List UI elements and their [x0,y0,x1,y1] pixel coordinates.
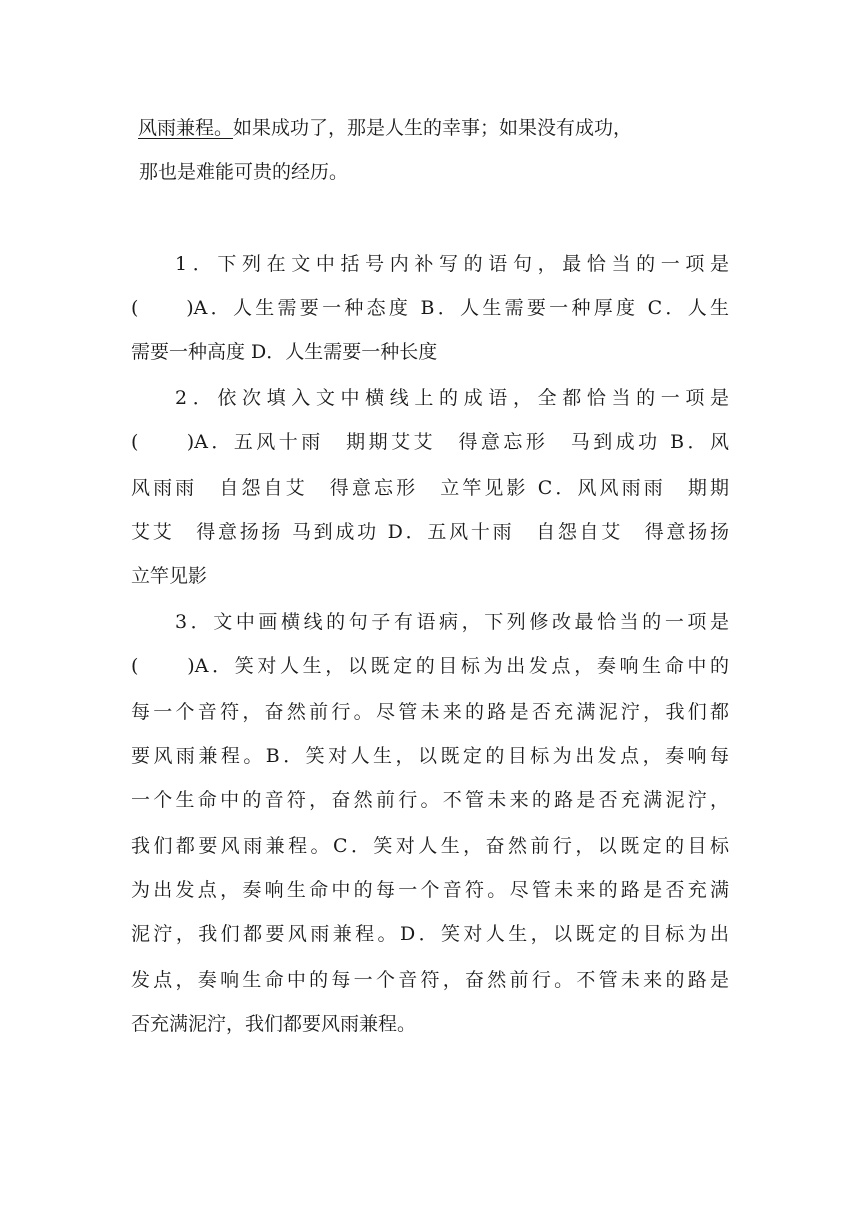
question-2-line-3: 风雨雨 自怨自艾 得意忘形 立竿见影 C．风风雨雨 期期 [131,477,729,499]
question-3-line-9: 发点，奏响生命中的每一个音符，奋然前行。不管未来的路是 [131,969,729,991]
passage-line-2: 那也是难能可贵的经历。 [139,161,349,183]
question-3-line-10: 否充满泥泞，我们都要风雨兼程。 [131,1013,417,1035]
question-2-line-1: 2．依次填入文中横线上的成语，全都恰当的一项是 [175,387,729,409]
question-3-line-1: 3．文中画横线的句子有语病，下列修改最恰当的一项是 [175,611,729,633]
question-2-line-2: ( )A．五风十雨 期期艾艾 得意忘形 马到成功 B．风 [131,431,729,453]
question-1-line-1: 1．下列在文中括号内补写的语句，最恰当的一项是 [175,253,729,275]
passage-line-1 [138,116,738,140]
question-2-line-5: 立竿见影 [131,565,208,587]
question-3-line-8: 泥泞，我们都要风雨兼程。D．笑对人生，以既定的目标为出 [131,923,729,945]
question-1-line-2: ( )A．人生需要一种态度 B．人生需要一种厚度 C．人生 [131,297,729,319]
question-3-line-5: 一个生命中的音符，奋然前行。不管未来的路是否充满泥泞， [131,789,729,811]
question-3-line-3: 每一个音符，奋然前行。尽管未来的路是否充满泥泞，我们都 [131,701,729,723]
question-3-line-7: 为出发点，奏响生命中的每一个音符。尽管未来的路是否充满 [131,879,729,901]
passage-text: 如果成功了，那是人生的幸事；如果没有成功， [233,117,633,139]
question-1-line-3: 需要一种高度 D．人生需要一种长度 [131,341,438,363]
underlined-sentence-end: 风雨兼程。 [138,117,234,139]
question-3-line-4: 要风雨兼程。B．笑对人生，以既定的目标为出发点，奏响每 [131,745,729,767]
question-3-line-6: 我们都要风雨兼程。C．笑对人生，奋然前行，以既定的目标 [131,835,729,857]
question-3-line-2: ( )A．笑对人生，以既定的目标为出发点，奏响生命中的 [131,655,729,677]
question-2-line-4: 艾艾 得意扬扬 马到成功 D．五风十雨 自怨自艾 得意扬扬 [131,521,729,543]
